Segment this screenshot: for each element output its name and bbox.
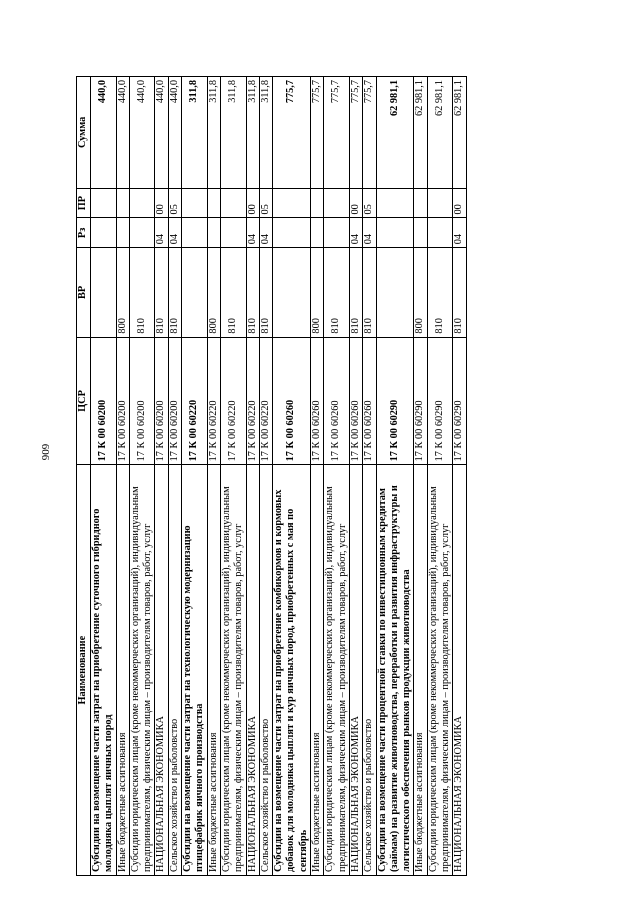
cell-rz xyxy=(182,218,208,248)
table-row xyxy=(207,77,220,876)
cell-csr: 17 К 00 60200 xyxy=(168,337,181,465)
cell-name: Сельское хозяйство и рыболовство xyxy=(168,465,181,876)
cell-vr xyxy=(91,248,117,337)
cell-sum: 775,7 xyxy=(273,77,311,189)
table-row xyxy=(246,77,259,876)
cell-name: Иные бюджетные ассигнования xyxy=(207,465,220,876)
cell-vr: 810 xyxy=(220,248,246,337)
table-row xyxy=(116,77,129,876)
cell-name: Сельское хозяйство и рыболовство xyxy=(259,465,272,876)
cell-name: Сельское хозяйство и рыболовство xyxy=(363,465,376,876)
cell-pr xyxy=(273,188,311,218)
cell-rz xyxy=(207,218,220,248)
cell-sum: 311,8 xyxy=(182,77,208,189)
table-header-row xyxy=(77,77,91,876)
cell-vr: 810 xyxy=(155,248,168,337)
cell-name: Субсидии на возмещение части затрат на технологическую модернизацию птицефабрик яичного производства xyxy=(182,465,208,876)
table-row xyxy=(324,77,350,876)
table-row xyxy=(453,77,466,876)
table-row xyxy=(427,77,453,876)
table-body xyxy=(91,77,467,876)
cell-csr: 17 К 00 60220 xyxy=(182,337,208,465)
cell-rz xyxy=(273,218,311,248)
cell-csr: 17 К 00 60220 xyxy=(259,337,272,465)
cell-name: Субсидии юридическим лицам (кроме некоммерческих организаций), индивидуальным предпринимателям, физическим лицам – производителям товаров, работ, услуг xyxy=(220,465,246,876)
cell-sum: 311,8 xyxy=(246,77,259,189)
cell-pr xyxy=(91,188,117,218)
cell-vr: 810 xyxy=(349,248,362,337)
cell-rz: 04 xyxy=(246,218,259,248)
cell-sum: 775,7 xyxy=(324,77,350,189)
cell-sum: 440,0 xyxy=(129,77,155,189)
cell-pr xyxy=(414,188,427,218)
cell-csr: 17 К 00 60260 xyxy=(363,337,376,465)
header-sum: Сумма xyxy=(77,77,91,189)
cell-vr xyxy=(273,248,311,337)
cell-csr: 17 К 00 60200 xyxy=(129,337,155,465)
cell-pr xyxy=(129,188,155,218)
cell-pr xyxy=(427,188,453,218)
table-row xyxy=(363,77,376,876)
cell-sum: 311,8 xyxy=(220,77,246,189)
cell-vr: 810 xyxy=(129,248,155,337)
cell-csr: 17 К 00 60260 xyxy=(273,337,311,465)
cell-name: НАЦИОНАЛЬНАЯ ЭКОНОМИКА xyxy=(453,465,466,876)
cell-sum: 440,0 xyxy=(155,77,168,189)
table-row xyxy=(182,77,208,876)
cell-vr: 800 xyxy=(207,248,220,337)
cell-sum: 775,7 xyxy=(363,77,376,189)
table-row xyxy=(155,77,168,876)
cell-name: Субсидии юридическим лицам (кроме некоммерческих организаций), индивидуальным предпринимателям, физическим лицам – производителям товаров, работ, услуг xyxy=(129,465,155,876)
cell-name: Иные бюджетные ассигнования xyxy=(116,465,129,876)
cell-csr: 17 К 00 60260 xyxy=(349,337,362,465)
cell-vr: 810 xyxy=(168,248,181,337)
header-name: Наименование xyxy=(77,465,91,876)
table-row xyxy=(168,77,181,876)
cell-name: Субсидии на возмещение части процентной ставки по инвестиционным кредитам (займам) на развитие животноводства, переработки и развития инфраструктуры и логистического обеспечения рынков продукции животноводства xyxy=(376,465,414,876)
cell-rz xyxy=(427,218,453,248)
header-vr: ВР xyxy=(77,248,91,337)
cell-name: НАЦИОНАЛЬНАЯ ЭКОНОМИКА xyxy=(246,465,259,876)
cell-csr: 17 К 00 60290 xyxy=(376,337,414,465)
cell-vr: 800 xyxy=(116,248,129,337)
cell-vr: 810 xyxy=(427,248,453,337)
cell-vr: 810 xyxy=(363,248,376,337)
cell-name: Субсидии юридическим лицам (кроме некоммерческих организаций), индивидуальным предпринимателям, физическим лицам – производителям товаров, работ, услуг xyxy=(427,465,453,876)
cell-pr xyxy=(376,188,414,218)
header-rz: Рз xyxy=(77,218,91,248)
cell-csr: 17 К 00 60220 xyxy=(220,337,246,465)
cell-csr: 17 К 00 60220 xyxy=(246,337,259,465)
cell-rz xyxy=(220,218,246,248)
cell-pr: 00 xyxy=(246,188,259,218)
table-row xyxy=(414,77,427,876)
table-row xyxy=(311,77,324,876)
cell-pr xyxy=(311,188,324,218)
cell-name: НАЦИОНАЛЬНАЯ ЭКОНОМИКА xyxy=(155,465,168,876)
cell-vr xyxy=(376,248,414,337)
cell-pr: 05 xyxy=(259,188,272,218)
cell-vr: 810 xyxy=(259,248,272,337)
cell-rz: 04 xyxy=(155,218,168,248)
cell-sum: 775,7 xyxy=(311,77,324,189)
cell-sum: 311,8 xyxy=(207,77,220,189)
cell-sum: 62 981,1 xyxy=(414,77,427,189)
cell-name: Иные бюджетные ассигнования xyxy=(414,465,427,876)
cell-pr xyxy=(207,188,220,218)
cell-pr: 00 xyxy=(453,188,466,218)
table-row xyxy=(129,77,155,876)
cell-rz: 04 xyxy=(168,218,181,248)
cell-pr: 05 xyxy=(168,188,181,218)
cell-vr: 810 xyxy=(453,248,466,337)
cell-sum: 62 981,1 xyxy=(376,77,414,189)
cell-sum: 311,8 xyxy=(259,77,272,189)
cell-vr: 800 xyxy=(311,248,324,337)
cell-vr xyxy=(182,248,208,337)
cell-rz xyxy=(129,218,155,248)
cell-pr xyxy=(220,188,246,218)
cell-pr xyxy=(324,188,350,218)
cell-rz xyxy=(324,218,350,248)
table-row xyxy=(259,77,272,876)
table-row xyxy=(349,77,362,876)
cell-csr: 17 К 00 60200 xyxy=(91,337,117,465)
cell-vr: 810 xyxy=(246,248,259,337)
budget-table xyxy=(76,76,467,876)
cell-sum: 62 981,1 xyxy=(453,77,466,189)
cell-rz xyxy=(91,218,117,248)
cell-rz: 04 xyxy=(363,218,376,248)
cell-pr xyxy=(182,188,208,218)
cell-rz xyxy=(116,218,129,248)
cell-pr: 00 xyxy=(349,188,362,218)
cell-pr: 00 xyxy=(155,188,168,218)
cell-csr: 17 К 00 60200 xyxy=(155,337,168,465)
cell-vr: 800 xyxy=(414,248,427,337)
table-row xyxy=(91,77,117,876)
cell-name: НАЦИОНАЛЬНАЯ ЭКОНОМИКА xyxy=(349,465,362,876)
table-row xyxy=(273,77,311,876)
cell-csr: 17 К 00 60260 xyxy=(311,337,324,465)
cell-sum: 775,7 xyxy=(349,77,362,189)
cell-rz xyxy=(311,218,324,248)
header-csr: ЦСР xyxy=(77,337,91,465)
cell-rz xyxy=(414,218,427,248)
cell-sum: 62 981,1 xyxy=(427,77,453,189)
cell-name: Субсидии на возмещение части затрат на приобретение комбикормов и кормовых добавок для молодняка цыплят и кур яичных пород, приобретенных с мая по сентябрь xyxy=(273,465,311,876)
cell-sum: 440,0 xyxy=(91,77,117,189)
cell-rz: 04 xyxy=(349,218,362,248)
cell-csr: 17 К 00 60290 xyxy=(414,337,427,465)
table-row xyxy=(220,77,246,876)
cell-csr: 17 К 00 60200 xyxy=(116,337,129,465)
cell-csr: 17 К 00 60260 xyxy=(324,337,350,465)
cell-csr: 17 К 00 60290 xyxy=(453,337,466,465)
cell-name: Субсидии юридическим лицам (кроме некоммерческих организаций), индивидуальным предпринимателям, физическим лицам – производителям товаров, работ, услуг xyxy=(324,465,350,876)
cell-rz: 04 xyxy=(453,218,466,248)
cell-sum: 440,0 xyxy=(116,77,129,189)
cell-rz: 04 xyxy=(259,218,272,248)
table-row xyxy=(376,77,414,876)
page-number: 606 xyxy=(39,443,51,461)
rotated-page xyxy=(76,76,588,876)
cell-csr: 17 К 00 60290 xyxy=(427,337,453,465)
cell-csr: 17 К 00 60220 xyxy=(207,337,220,465)
cell-name: Субсидии на возмещение части затрат на приобретение суточного гибридного молодняка цыплят яичных пород xyxy=(91,465,117,876)
cell-sum: 440,0 xyxy=(168,77,181,189)
cell-name: Иные бюджетные ассигнования xyxy=(311,465,324,876)
cell-rz xyxy=(376,218,414,248)
cell-vr: 810 xyxy=(324,248,350,337)
cell-pr xyxy=(116,188,129,218)
header-pr: ПР xyxy=(77,188,91,218)
cell-pr: 05 xyxy=(363,188,376,218)
